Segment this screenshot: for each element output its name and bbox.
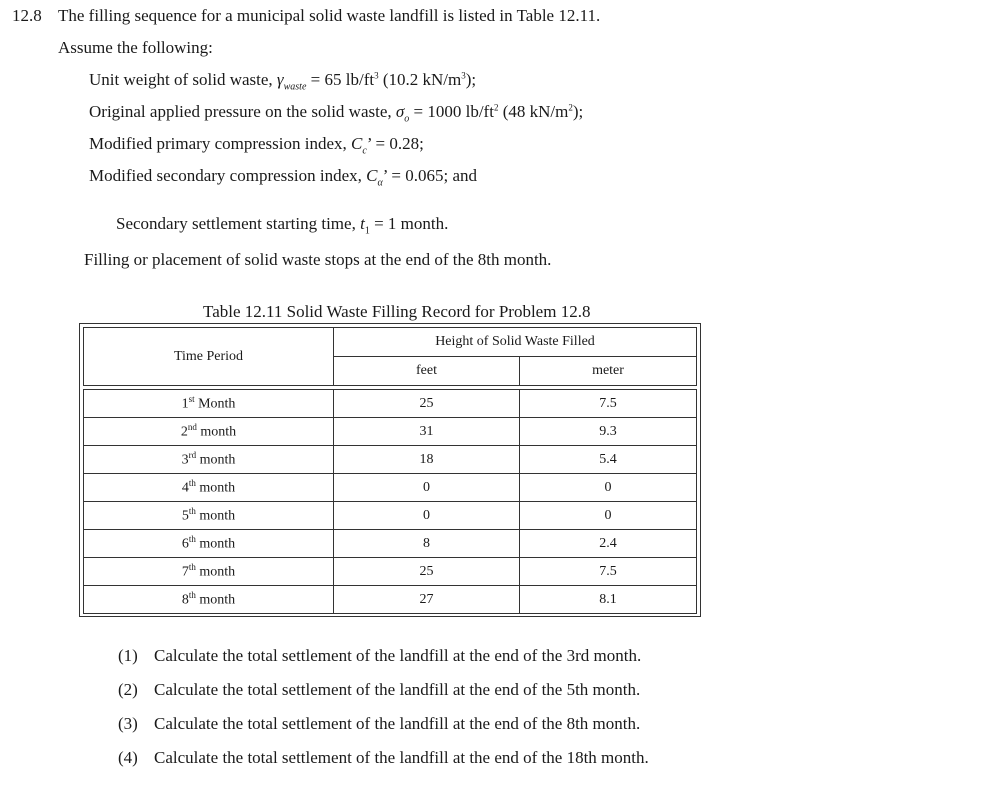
header-time-period: Time Period [84,328,334,386]
assumption-primary-index: Modified primary compression index, $C_c$’ = 0.28; [89,134,424,157]
header-height: Height of Solid Waste Filled [334,328,697,357]
question-4: (4) Calculate the total settlement of the landfill at the end of the 18th month. [118,748,649,767]
assumption-secondary-index: Modified secondary compression index, $C_\alpha$’ = 0.065; and [89,166,477,189]
question-1: (1) Calculate the total settlement of the landfill at the end of the 3rd month. [118,646,642,665]
table-row: 4th month 0 0 [84,474,697,502]
table-row: 3rd month 18 5.4 [84,446,697,474]
table-row: 6th month 8 2.4 [84,530,697,558]
table-row: 7th month 25 7.5 [84,558,697,586]
header-meter: meter [520,357,697,386]
question-2: (2) Calculate the total settlement of the landfill at the end of the 5th month. [118,680,641,699]
table-row: 1st Month 25 7.5 [84,390,697,418]
problem-number: 12.8 [12,6,42,25]
assumption-unit-weight: Unit weight of solid waste, $\gamma_{waste} = 65$ $lb/ft^3$ (10.2 $kN/m^3$); [89,70,477,93]
problem-intro: The filling sequence for a municipal solid waste landfill is listed in Table 12.11. [58,6,601,25]
question-3: (3) Calculate the total settlement of the landfill at the end of the 8th month. [118,714,641,733]
filling-record-table [79,323,701,617]
table-row: 2nd month 31 9.3 [84,418,697,446]
filling-stop-note: Filling or placement of solid waste stops at the end of the 8th month. [84,250,552,269]
header-feet: feet [334,357,520,386]
secondary-start-time: Secondary settlement starting time, $t_1 = 1$ month. [116,214,449,237]
table-row: 8th month 27 8.1 [84,586,697,614]
table-caption: Table 12.11 Solid Waste Filling Record for Problem 12.8 [203,302,591,321]
assume-heading: Assume the following: [58,38,213,57]
table-row: 5th month 0 0 [84,502,697,530]
assumption-applied-pressure: Original applied pressure on the solid waste, $\sigma_o = 1000$ $lb/ft^2$ (48 $kN/m^2$); [89,102,584,125]
